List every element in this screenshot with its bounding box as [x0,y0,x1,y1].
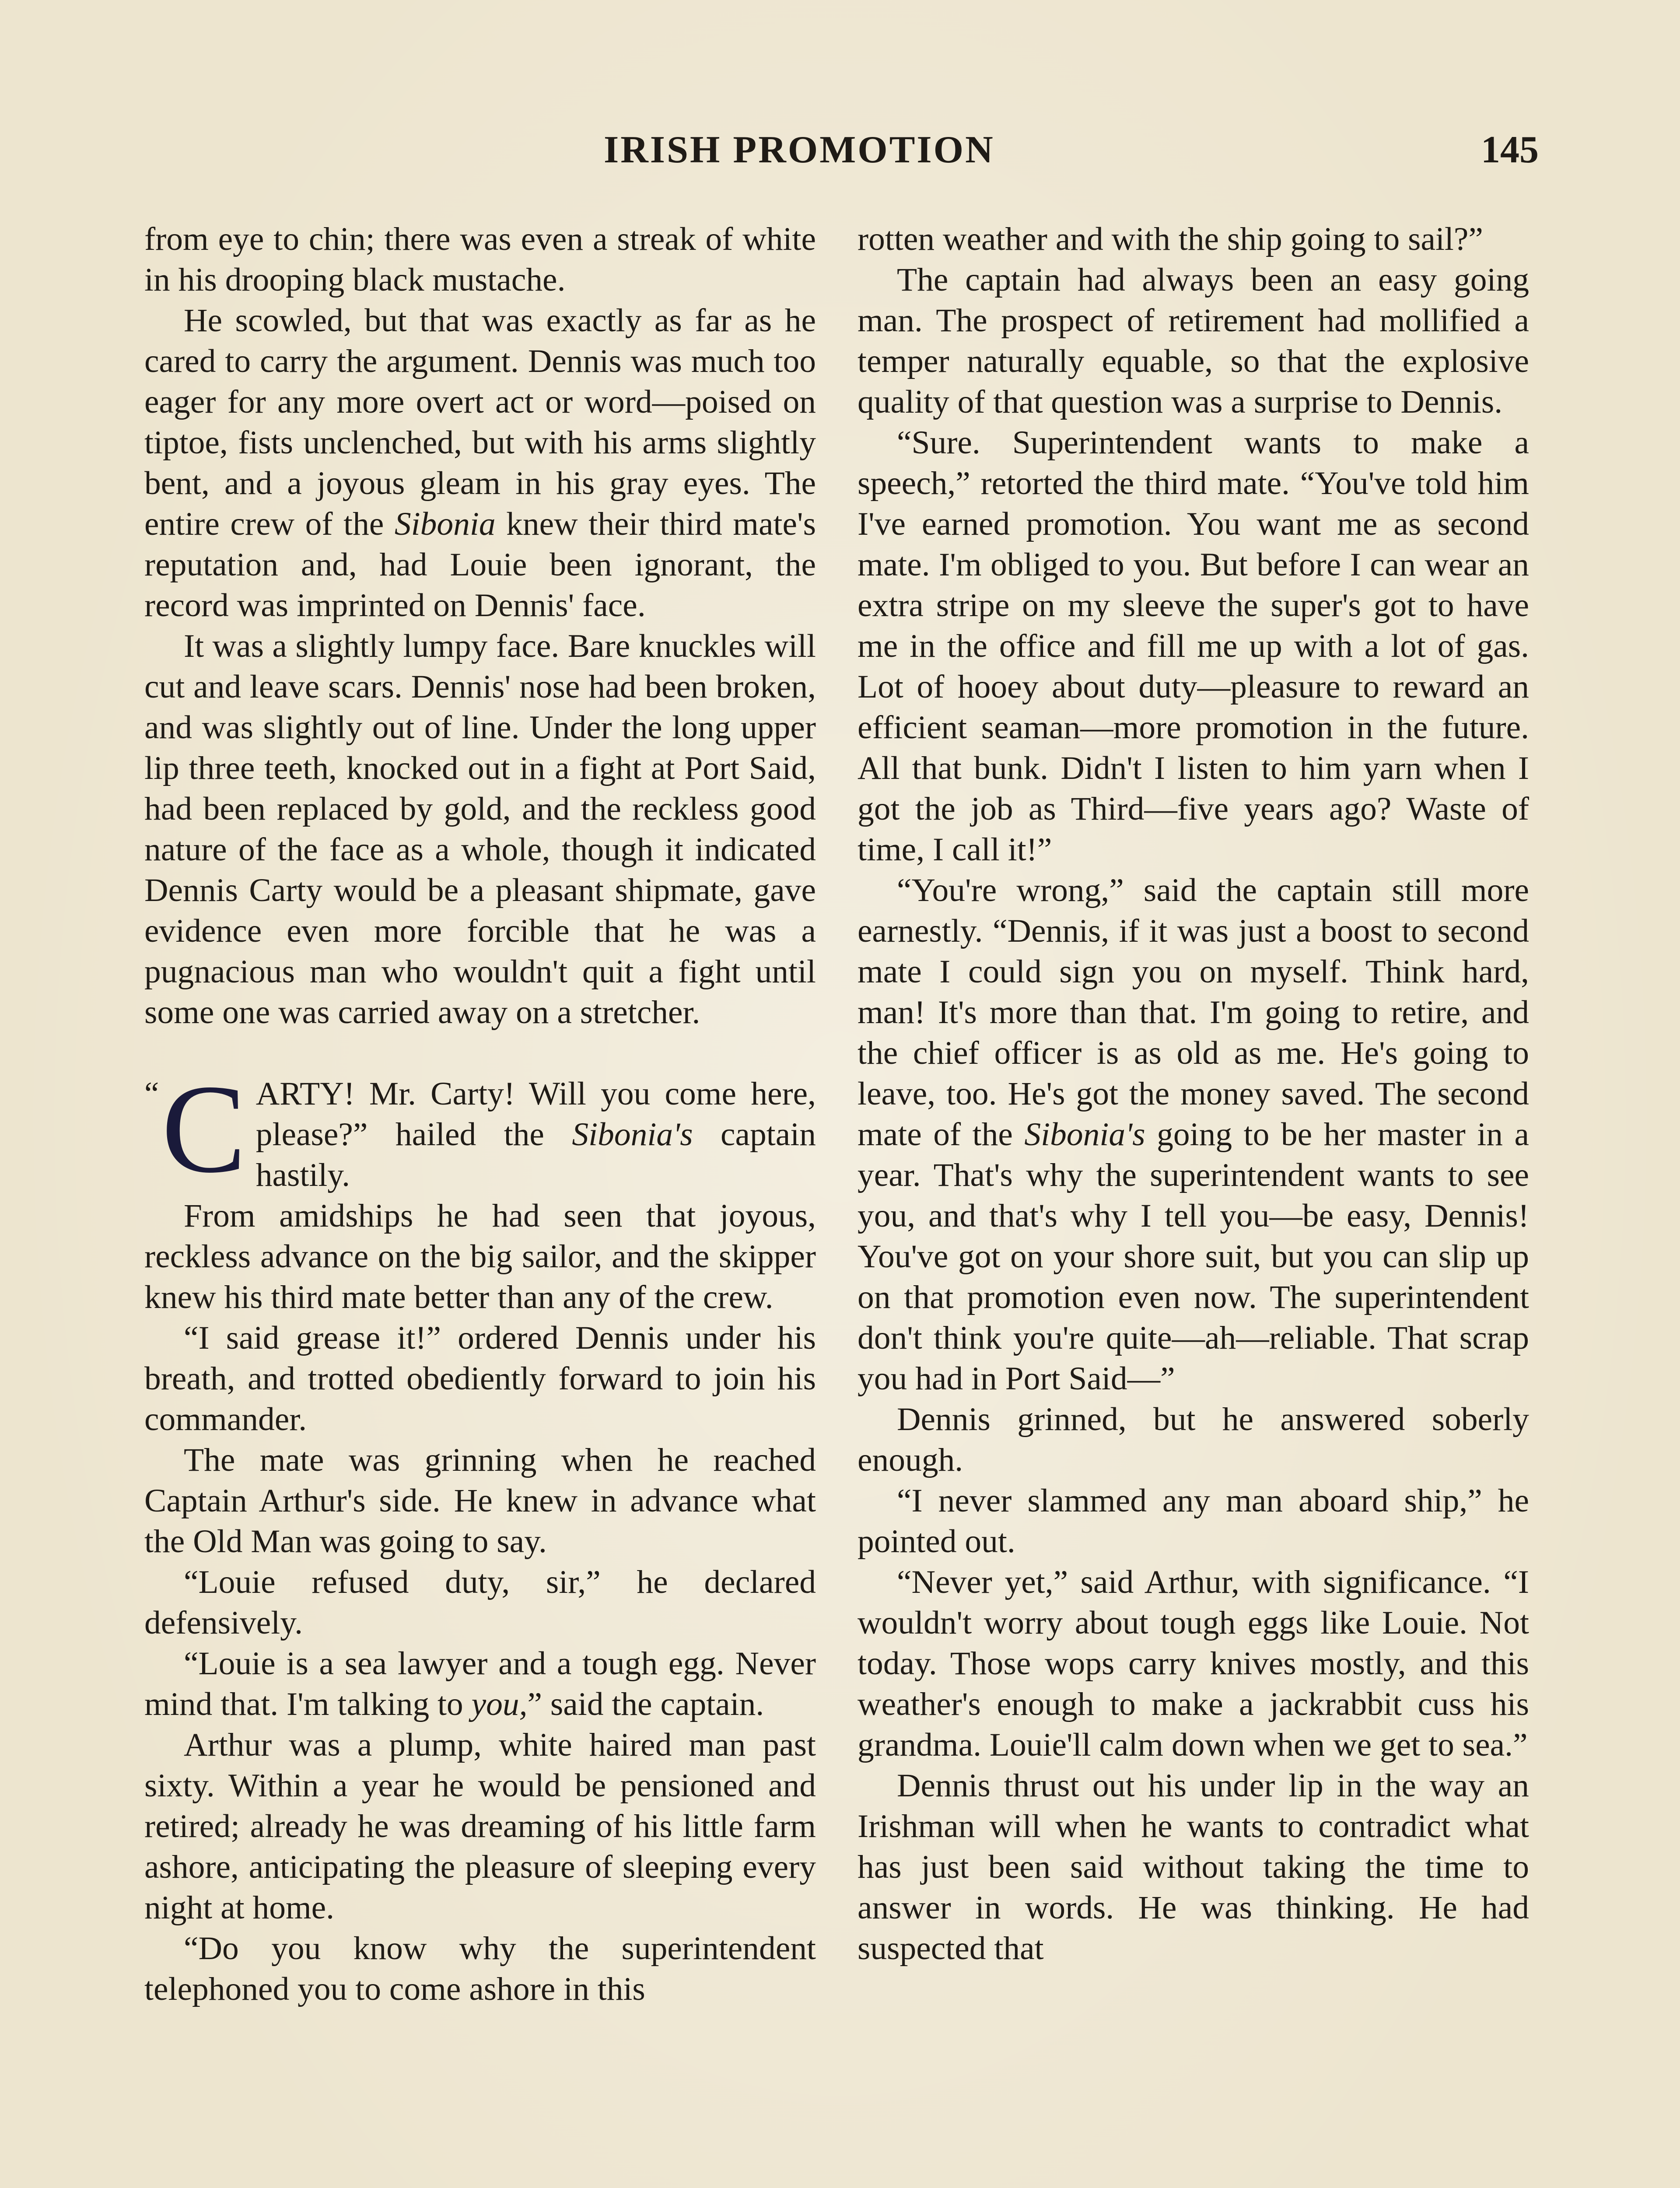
left-column [144,219,816,2009]
paragraph: “Do you know why the superintendent telephoned you to come ashore in this [144,1930,816,2007]
paragraph: “Sure. Superintendent wants to make a speech,” retorted the third mate. “You've told him I've earned promotion. You want me as second mate. I'm obliged to you. But before I can wear an extra stripe on my sleeve the super's got to have me in the office and fill me up with a lot of gas. Lot of hooey about duty—pleasure to reward an efficient seaman—more promotion in the future. All that bunk. Didn't I listen to him yarn when I got the job as Third—five years ago? Waste of time, I call it!” [858,424,1529,868]
page-number: 145 [1481,129,1539,171]
right-column [858,219,1529,1969]
open-quote: “ [144,1076,159,1112]
paragraph: “I said grease it!” ordered Dennis under his breath, and trotted obediently forward to join his commander. [144,1320,816,1438]
paragraph: from eye to chin; there was even a streak of white in his drooping black mustache. [144,221,816,298]
paragraph: Dennis thrust out his under lip in the way an Irishman will when he wants to contradict what has just been said without taking the time to answer in words. He was thinking. He had suspected that [858,1767,1529,1967]
paragraph: The captain had always been an easy going man. The prospect of retirement had mollified a temper naturally equable, so that the explosive quality of that question was a surprise to Dennis. [858,262,1529,420]
paragraph: Dennis grinned, but he answered soberly enough. [858,1401,1529,1478]
paragraph: rotten weather and with the ship going to sail?” [858,221,1483,257]
paragraph: He scowled, but that was exactly as far as he cared to carry the argument. Dennis was much too eager for any more overt act or word—poised on tiptoe, fists unclenched, but with his arms slightly bent, and a joyous gleam in his gray eyes. The entire crew of the Sibonia knew their third mate's reputation and, had Louie been ignorant, the record was imprinted on Dennis' face. [144,302,816,624]
paragraph: It was a slightly lumpy face. Bare knuckles will cut and leave scars. Dennis' nose had been broken, and was slightly out of line. Under the long upper lip three teeth, knocked out in a fight at Port Said, had been replaced by gold, and the reckless good nature of the face as a whole, though it indicated Dennis Carty would be a pleasant shipmate, gave evidence even more forcible that he was a pugnacious man who wouldn't quit a fight until some one was carried away on a stretcher. [144,628,816,1031]
paragraph: “Louie refused duty, sir,” he declared defensively. [144,1564,816,1641]
paragraph: “Never yet,” said Arthur, with significance. “I wouldn't worry about tough eggs like Louie. Not today. Those wops carry knives mostly, and this weather's enough to make a jackrabbit cuss his grandma. Louie'll calm down when we get to sea.” [858,1564,1529,1763]
drop-cap-letter: C [161,1059,246,1199]
running-head-title: IRISH PROMOTION [604,129,995,171]
paragraph: “Louie is a sea lawyer and a tough egg. Never mind that. I'm talking to you,” said the captain. [144,1645,816,1722]
paragraph: From amidships he had seen that joyous, reckless advance on the big sailor, and the skipper knew his third mate better than any of the crew. [144,1198,816,1315]
paragraph: “You're wrong,” said the captain still more earnestly. “Dennis, if it was just a boost to second mate I could sign you on myself. Think hard, man! It's more than that. I'm going to retire, and the chief officer is as old as me. He's going to leave, too. He's got the money saved. The second mate of the Sibonia's going to be her master in a year. That's why the superintendent wants to see you, and that's why I tell you—be easy, Dennis! You've got on your shore suit, but you can slip up on that promotion even now. The superintendent don't think you're quite—ah—reliable. That scrap you had in Port Said—” [858,872,1530,1397]
paragraph: “I never slammed any man aboard ship,” he pointed out. [858,1483,1529,1560]
paragraph-dropcap: “ C ARTY! Mr. Carty! Will you come here, please?” hailed the Sibonia's captain hastily. [144,1059,816,1199]
paragraph: Arthur was a plump, white haired man past sixty. Within a year he would be pensioned and retired; already he was dreaming of his little farm ashore, anticipating the pleasure of sleeping every night at home. [144,1727,816,1926]
paragraph: The mate was grinning when he reached Captain Arthur's side. He knew in advance what the Old Man was going to say. [144,1442,816,1560]
